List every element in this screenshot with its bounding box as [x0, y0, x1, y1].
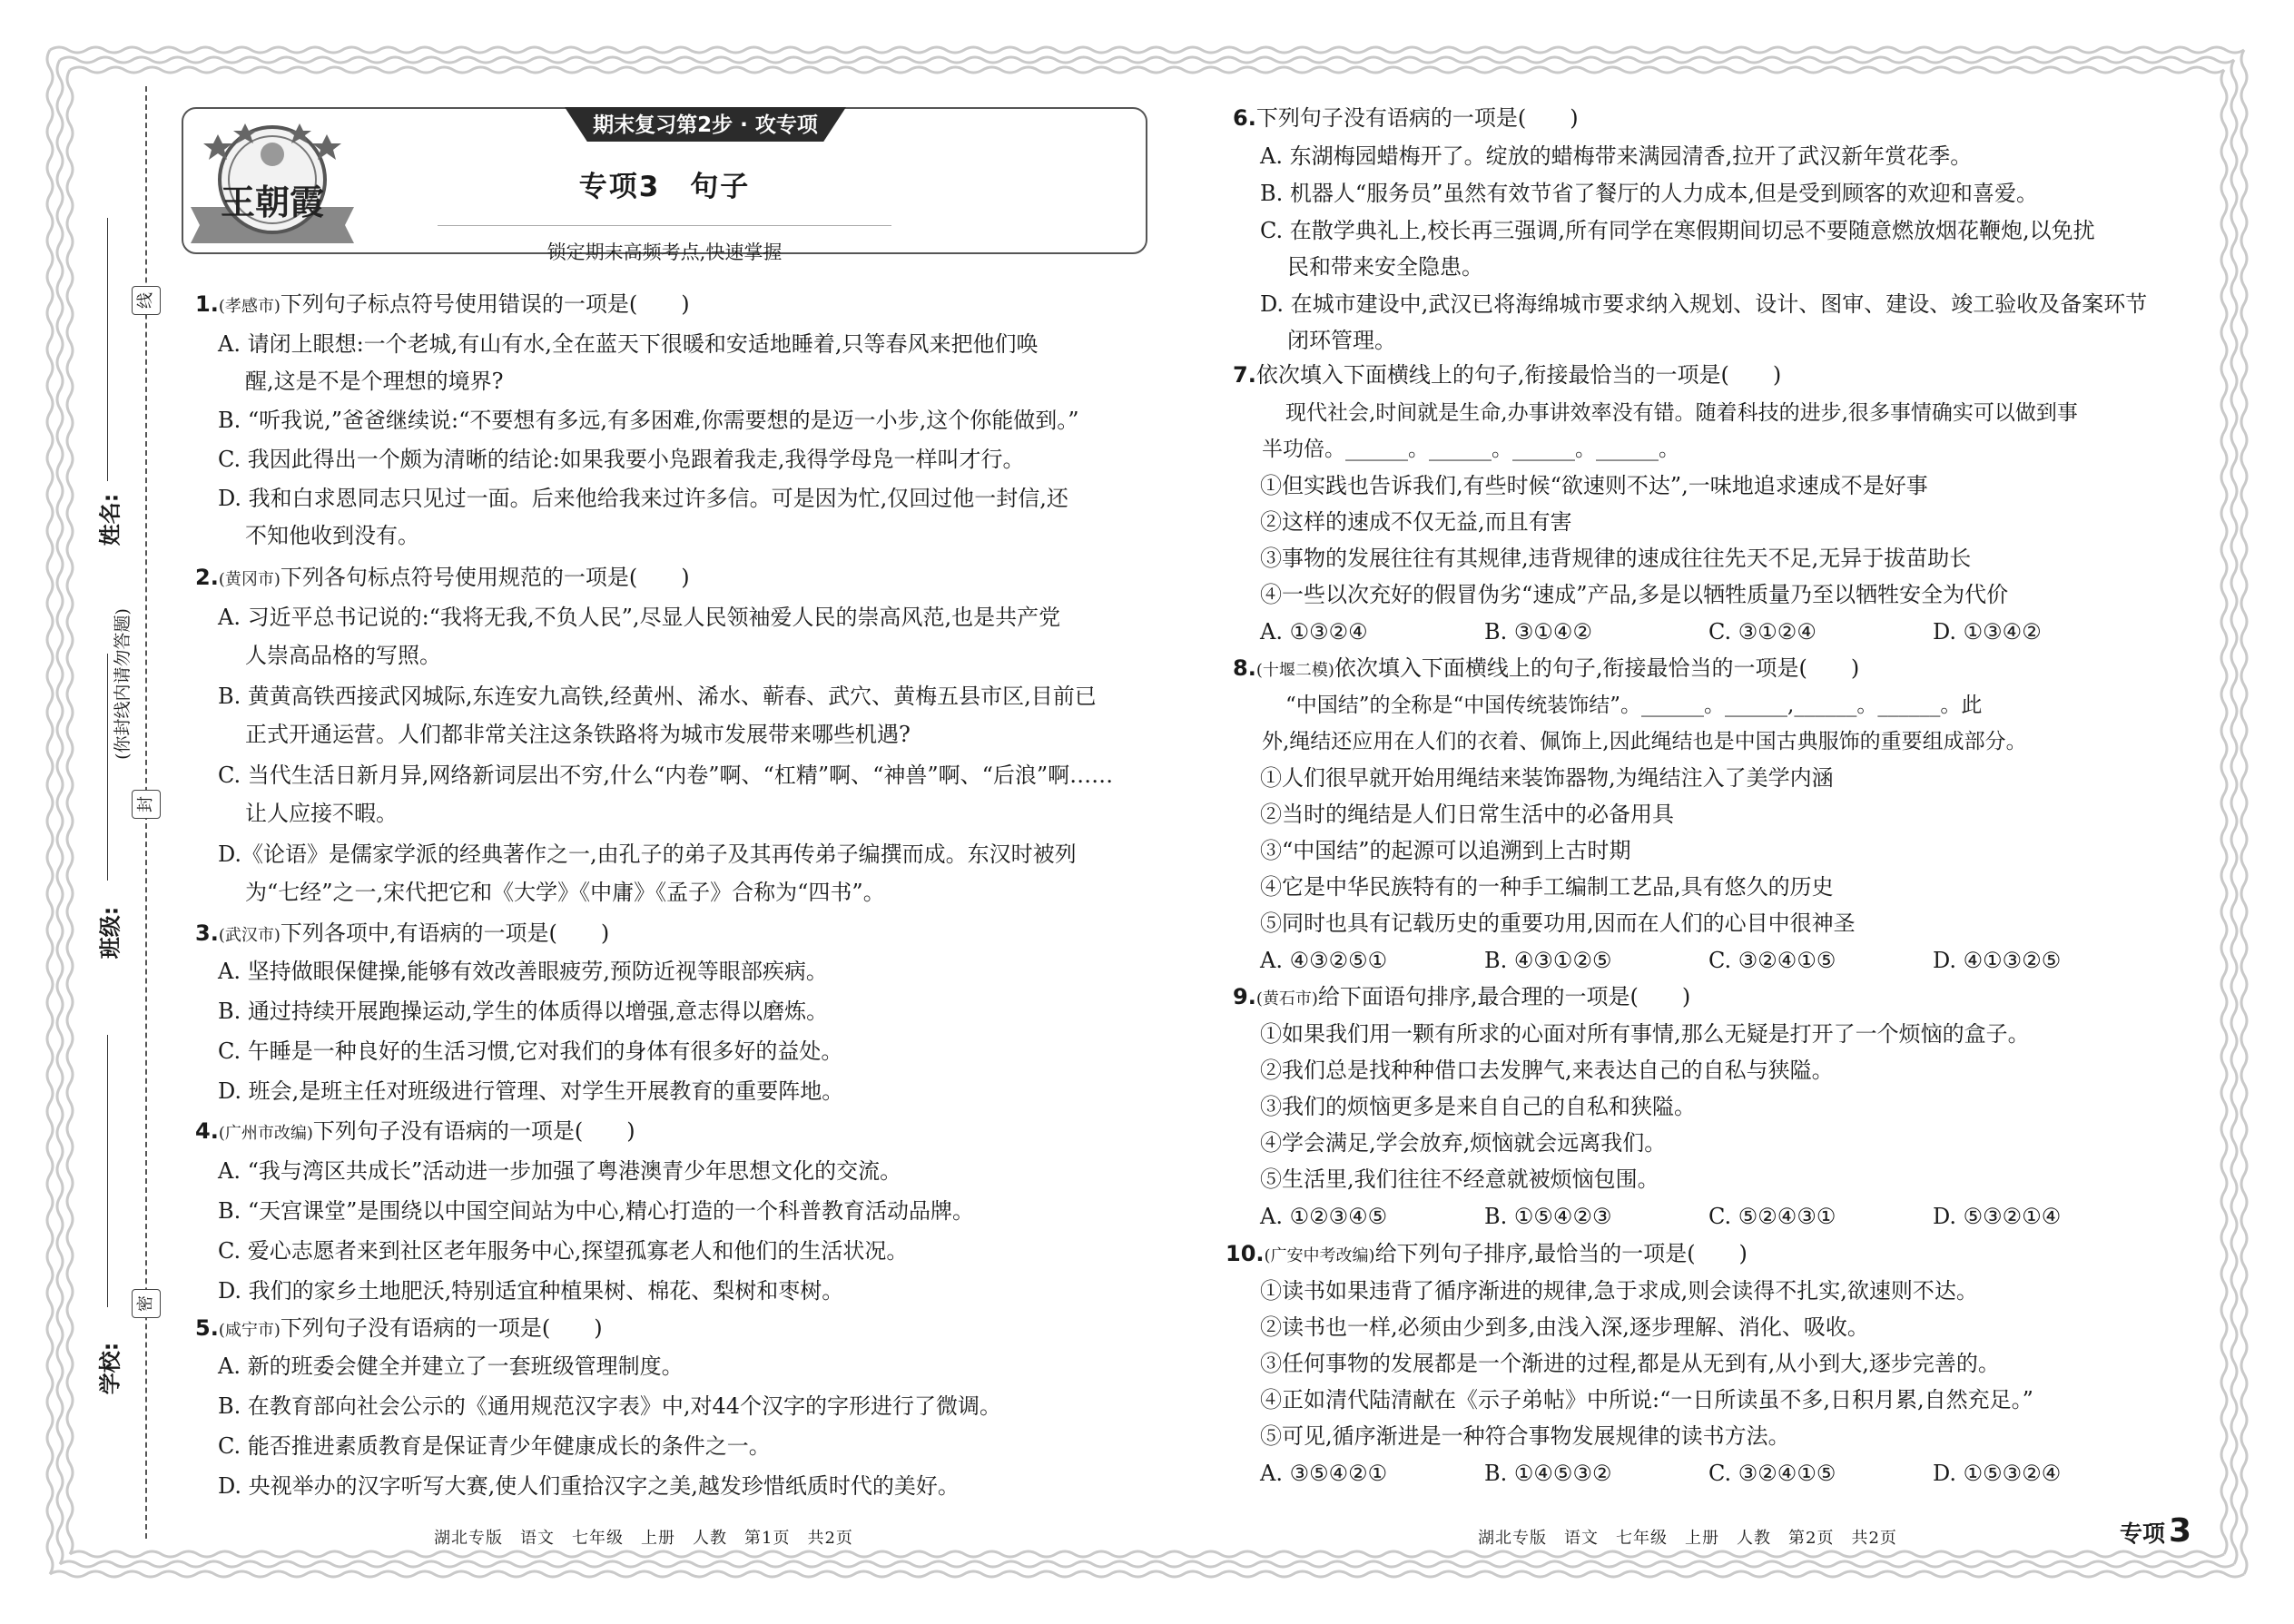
q7-stem-text: 依次填入下面横线上的句子,衔接最恰当的一项是( ) — [1255, 362, 1782, 388]
q10-sentence-1: ①读书如果违背了循序渐进的规律,急于求成,则会读得不扎实,欲速则不达。 — [1260, 1278, 1978, 1304]
q5-number: 5. — [195, 1315, 219, 1341]
q8-sentence-3: ③“中国结”的起源可以追溯到上古时期 — [1260, 838, 1631, 863]
q5-stem — [195, 1313, 603, 1346]
q2-option-c-cont: 让人应接不暇。 — [245, 801, 398, 826]
q1-stem-text: 下列句子标点符号使用错误的一项是( ) — [280, 291, 690, 317]
q9-option-c: C. ⑤②④③① — [1708, 1204, 1836, 1229]
q7-option-a: A. ①③②④ — [1260, 619, 1368, 645]
q1-number: 1. — [195, 291, 219, 317]
q3-stem — [195, 918, 609, 951]
q2-stem-text: 下列各句标点符号使用规范的一项是( ) — [280, 565, 690, 590]
school-label: 学校: — [97, 1342, 123, 1395]
q9-source: (黄石市) — [1255, 989, 1318, 1009]
q9-sentence-2: ②我们总是找种种借口去发脾气,来表达自己的自私与狭隘。 — [1260, 1058, 1834, 1083]
footer-left: 湖北专版 语文 七年级 上册 人教 第1页 共2页 — [434, 1529, 853, 1548]
q7-sentence-1: ①但实践也告诉我们,有些时候“欲速则不达”,一味地追求速成不是好事 — [1260, 473, 1928, 498]
q8-options — [1260, 945, 2157, 976]
q5-option-c: C. 能否推进素质教育是保证青少年健康成长的条件之一。 — [218, 1433, 771, 1459]
q6-stem — [1233, 103, 1579, 133]
q10-source: (广安中考改编) — [1264, 1246, 1375, 1265]
q4-option-a: A. “我与湾区共成长”活动进一步加强了粤港澳青少年思想文化的交流。 — [218, 1158, 902, 1184]
q5-option-d: D. 央视举办的汉字听写大赛,使人们重拾汉字之美,越发珍惜纸质时代的美好。 — [218, 1473, 960, 1499]
class-underline — [107, 654, 108, 881]
q8-sentence-2: ②当时的绳结是人们日常生活中的必备用具 — [1260, 802, 1674, 827]
footer-tag-label: 专项 — [2120, 1521, 2166, 1547]
q2-option-d-cont: 为“七经”之一,宋代把它和《大学》《中庸》《孟子》合称为“四书”。 — [245, 880, 885, 905]
q9-stem-text: 给下面语句排序,最合理的一项是( ) — [1317, 984, 1691, 1009]
q4-number: 4. — [195, 1118, 219, 1144]
q3-option-a: A. 坚持做眼保健操,能够有效改善眼疲劳,预防近视等眼部疾病。 — [218, 959, 828, 984]
q8-sentence-5: ⑤同时也具有记载历史的重要功用,因而在人们的心目中很神圣 — [1260, 910, 1856, 936]
q9-sentence-4: ④学会满足,学会放弃,烦恼就会远离我们。 — [1260, 1130, 1667, 1156]
header-divider — [438, 225, 891, 226]
q5-option-a: A. 新的班委会健全并建立了一套班级管理制度。 — [218, 1353, 684, 1379]
q8-number: 8. — [1233, 655, 1256, 681]
q1-source: (孝感市) — [218, 297, 281, 316]
q7-option-c: C. ③①②④ — [1708, 619, 1816, 645]
q7-stem — [1233, 359, 1781, 390]
q5-stem-text: 下列句子没有语病的一项是( ) — [280, 1315, 603, 1341]
q10-sentence-4: ④正如清代陆清献在《示子弟帖》中所说:“一日所读虽不多,日积月累,自然充足。” — [1260, 1387, 2033, 1412]
q6-option-b: B. 机器人“服务员”虽然有效节省了餐厅的人力成本,但是受到顾客的欢迎和喜爱。 — [1260, 181, 2039, 206]
q2-stem — [195, 562, 690, 595]
name-underline — [107, 218, 108, 481]
q9-sentence-5: ⑤生活里,我们往往不经意就被烦恼包围。 — [1260, 1166, 1659, 1192]
q7-passage-line1: 现代社会,时间就是生命,办事讲效率没有错。随着科技的进步,很多事情确实可以做到事 — [1285, 401, 2078, 425]
q6-option-d: D. 在城市建设中,武汉已将海绵城市要求纳入规划、设计、图审、建设、竣工验收及备案环节 — [1260, 291, 2148, 317]
q6-number: 6. — [1233, 105, 1256, 131]
q10-option-a: A. ③⑤④②① — [1260, 1461, 1388, 1486]
q4-stem-text: 下列句子没有语病的一项是( ) — [312, 1118, 635, 1144]
q8-stem-text: 依次填入下面横线上的句子,衔接最恰当的一项是( ) — [1334, 655, 1860, 681]
q7-passage-line2: 半功倍。______。______。______。______。 — [1262, 438, 1679, 461]
binding-notice: (你封线内请勿答题) — [112, 608, 133, 760]
q4-stem — [195, 1116, 635, 1149]
q7-sentence-3: ③事物的发展往往有其规律,违背规律的速成往往先天不足,无异于拔苗助长 — [1260, 546, 1972, 571]
q9-option-b: B. ①⑤④②③ — [1484, 1204, 1612, 1229]
q8-option-c: C. ③②④①⑤ — [1708, 948, 1836, 973]
binding-mark-middle: 封 — [132, 790, 161, 819]
q2-option-d: D.《论语》是儒家学派的经典著作之一,由孔子的弟子及其再传弟子编撰而成。东汉时被列 — [218, 842, 1077, 867]
q10-option-d: D. ①⑤③②④ — [1933, 1461, 2062, 1486]
q3-option-b: B. 通过持续开展跑操运动,学生的体质得以增强,意志得以磨炼。 — [218, 999, 829, 1024]
q7-option-b: B. ③①④② — [1484, 619, 1592, 645]
q1-option-a: A. 请闭上眼想:一个老城,有山有水,全在蓝天下很暖和安适地睡着,只等春风来把他们唤 — [218, 331, 1039, 357]
binding-mark-bottom: 密 — [132, 1289, 161, 1318]
q10-option-b: B. ①④⑤③② — [1484, 1461, 1612, 1486]
q10-options — [1260, 1458, 2157, 1489]
footer-right: 湖北专版 语文 七年级 上册 人教 第2页 共2页 — [1478, 1529, 1897, 1548]
q5-option-b: B. 在教育部向社会公示的《通用规范汉字表》中,对44个汉字的字形进行了微调。 — [218, 1393, 1002, 1419]
q2-number: 2. — [195, 565, 219, 590]
q7-number: 7. — [1233, 362, 1256, 388]
q2-source: (黄冈市) — [218, 570, 281, 589]
q10-sentence-2: ②读书也一样,必须由少到多,由浅入深,逐步理解、消化、吸收。 — [1260, 1314, 1869, 1340]
q7-options — [1260, 616, 2157, 647]
q4-option-c: C. 爱心志愿者来到社区老年服务中心,探望孤寡老人和他们的生活状况。 — [218, 1238, 909, 1264]
binding-mark-top: 线 — [132, 286, 161, 315]
q10-option-c: C. ③②④①⑤ — [1708, 1461, 1836, 1486]
q8-option-b: B. ④③①②⑤ — [1484, 948, 1612, 973]
q8-stem — [1233, 653, 1859, 686]
q1-option-a-cont: 醒,这是不是个理想的境界? — [245, 369, 504, 394]
q8-source: (十堰二模) — [1255, 661, 1334, 680]
q10-stem — [1226, 1238, 1748, 1272]
q7-sentence-4: ④一些以次充好的假冒伪劣“速成”产品,多是以牺牲质量乃至以牺牲安全为代价 — [1260, 582, 2009, 607]
header-subtitle: 锁定期末高频考点,快速掌握 — [546, 241, 783, 263]
q1-option-d-cont: 不知他收到没有。 — [245, 523, 419, 548]
q6-option-d-cont: 闭环管理。 — [1287, 328, 1396, 353]
q2-option-c: C. 当代生活日新月异,网络新词层出不穷,什么“内卷”啊、“杠精”啊、“神兽”啊、“后浪”啊…… — [218, 763, 1114, 788]
q1-stem — [195, 289, 690, 322]
q3-number: 3. — [195, 920, 219, 946]
q9-stem — [1233, 981, 1690, 1015]
q3-stem-text: 下列各项中,有语病的一项是( ) — [280, 920, 610, 946]
q8-sentence-4: ④它是中华民族特有的一种手工编制工艺品,具有悠久的历史 — [1260, 874, 1834, 900]
footer-section-tag — [2120, 1512, 2191, 1550]
q7-sentence-2: ②这样的速成不仅无益,而且有害 — [1260, 509, 1572, 535]
q9-sentence-1: ①如果我们用一颗有所求的心面对所有事情,那么无疑是打开了一个烦恼的盒子。 — [1260, 1021, 2030, 1047]
q8-passage-line2: 外,绳结还应用在人们的衣着、佩饰上,因此绳结也是中国古典服饰的重要组成部分。 — [1262, 730, 2027, 753]
q6-option-a: A. 东湖梅园蜡梅开了。绽放的蜡梅带来满园清香,拉开了武汉新年赏花季。 — [1260, 143, 1973, 169]
q8-option-a: A. ④③②⑤① — [1260, 948, 1388, 973]
q3-option-d: D. 班会,是班主任对班级进行管理、对学生开展教育的重要阵地。 — [218, 1078, 844, 1104]
q1-option-b: B. “听我说,”爸爸继续说:“不要想有多远,有多困难,你需要想的是迈一小步,这个你能做到。” — [218, 408, 1079, 433]
q9-option-d: D. ⑤③②①④ — [1933, 1204, 2062, 1229]
header-title: 专项3 句子 — [578, 171, 751, 203]
q5-source: (咸宁市) — [218, 1321, 281, 1340]
q4-option-d: D. 我们的家乡土地肥沃,特别适宜种植果树、棉花、梨树和枣树。 — [218, 1278, 844, 1304]
q9-option-a: A. ①②③④⑤ — [1260, 1204, 1388, 1229]
q2-option-a-cont: 人崇高品格的写照。 — [245, 643, 441, 668]
footer-tag-number: 3 — [2169, 1512, 2192, 1550]
q1-option-d: D. 我和白求恩同志只见过一面。后来他给我来过许多信。可是因为忙,仅回过他一封信,还 — [218, 486, 1068, 511]
q2-option-a: A. 习近平总书记说的:“我将无我,不负人民”,尽显人民领袖爱人民的崇高风范,也是共产党 — [218, 605, 1061, 630]
q10-number: 10. — [1226, 1241, 1265, 1266]
q4-source: (广州市改编) — [218, 1124, 313, 1143]
q1-option-c: C. 我因此得出一个颇为清晰的结论:如果我要小凫跟着我走,我得学母凫一样叫才行。 — [218, 447, 1025, 472]
q7-option-d: D. ①③④② — [1933, 619, 2042, 645]
q10-sentence-3: ③任何事物的发展都是一个渐进的过程,都是从无到有,从小到大,逐步完善的。 — [1260, 1351, 2000, 1376]
q6-option-c: C. 在散学典礼上,校长再三强调,所有同学在寒假期间切忌不要随意燃放烟花鞭炮,以免扰 — [1260, 218, 2095, 243]
q8-passage-line1: “中国结”的全称是“中国传统装饰结”。______。______,______。______。此 — [1285, 694, 1983, 717]
q10-stem-text: 给下列句子排序,最恰当的一项是( ) — [1374, 1241, 1748, 1266]
q2-option-b-cont: 正式开通运营。人们都非常关注这条铁路将为城市发展带来哪些机遇? — [245, 722, 911, 747]
header-banner-text: 期末复习第2步 · 攻专项 — [593, 113, 818, 137]
q10-sentence-5: ⑤可见,循序渐进是一种符合事物发展规律的读书方法。 — [1260, 1423, 1790, 1449]
q3-option-c: C. 午睡是一种良好的生活习惯,它对我们的身体有很多好的益处。 — [218, 1038, 843, 1064]
q9-options — [1260, 1201, 2157, 1232]
q9-sentence-3: ③我们的烦恼更多是来自自己的自私和狭隘。 — [1260, 1094, 1696, 1119]
q3-source: (武汉市) — [218, 926, 281, 945]
q8-sentence-1: ①人们很早就开始用绳结来装饰器物,为绳结注入了美学内涵 — [1260, 765, 1834, 791]
q6-stem-text: 下列句子没有语病的一项是( ) — [1255, 105, 1579, 131]
brand-logo-text: 王朝霞 — [220, 182, 324, 222]
q6-option-c-cont: 民和带来安全隐患。 — [1287, 254, 1483, 280]
name-label: 姓名: — [97, 493, 123, 546]
q2-option-b: B. 黄黄高铁西接武冈城际,东连安九高铁,经黄州、浠水、蕲春、武穴、黄梅五县市区,目前已 — [218, 684, 1097, 709]
q4-option-b: B. “天宫课堂”是围绕以中国空间站为中心,精心打造的一个科普教育活动品牌。 — [218, 1198, 975, 1224]
q9-number: 9. — [1233, 984, 1256, 1009]
q8-option-d: D. ④①③②⑤ — [1933, 948, 2062, 973]
class-label: 班级: — [97, 906, 123, 960]
school-underline — [107, 1035, 108, 1307]
